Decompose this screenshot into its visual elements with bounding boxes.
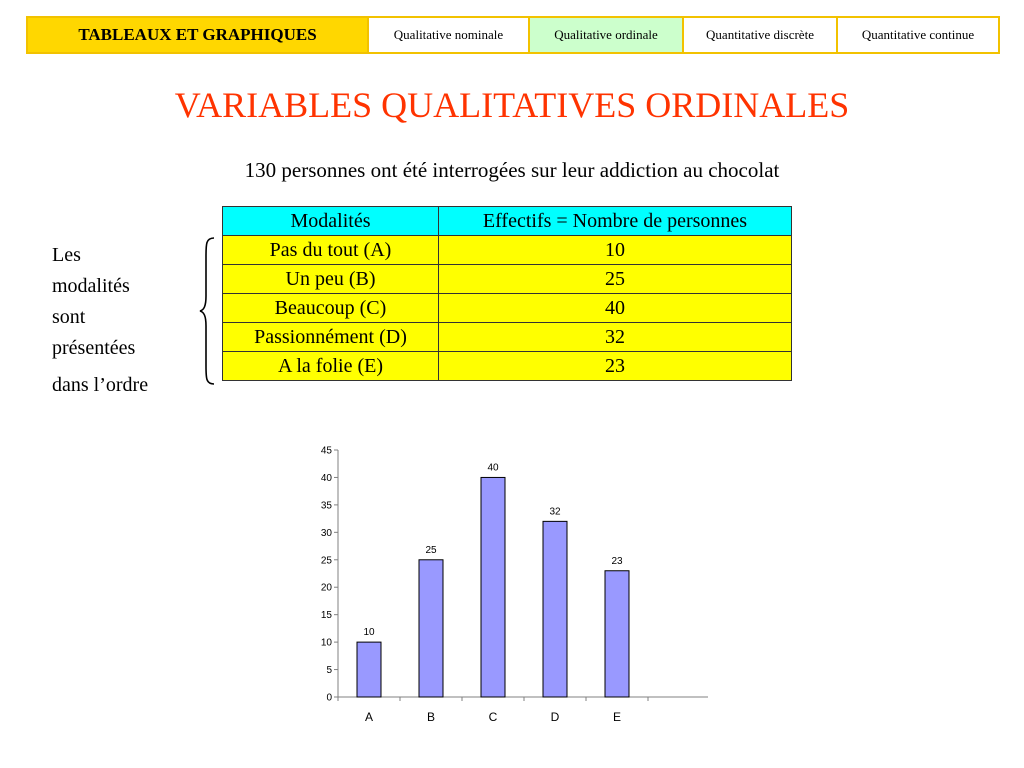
x-tick-label: E: [612, 710, 622, 724]
table-cell: 32: [439, 323, 792, 352]
y-tick-label: 15: [320, 610, 332, 622]
bar: [605, 571, 629, 697]
y-tick-label: 20: [320, 582, 332, 594]
bar: [543, 521, 567, 697]
side-note-line: présentées: [52, 337, 136, 359]
y-tick-label: 5: [326, 665, 332, 677]
table-cell: 40: [439, 294, 792, 323]
tab-quantitative-discrete[interactable]: Quantitative discrète: [684, 18, 838, 52]
table-cell: Beaucoup (C): [223, 294, 439, 323]
page-subtitle: 130 personnes ont été interrogées sur leur addiction au chocolat: [244, 158, 780, 182]
table-cell: Passionnément (D): [223, 323, 439, 352]
data-label: 40: [487, 462, 499, 474]
table-cell: Un peu (B): [223, 265, 439, 294]
data-label: 32: [549, 506, 561, 518]
y-tick-label: 0: [326, 692, 332, 704]
x-tick-label: D: [550, 710, 560, 724]
table-cell: 10: [439, 236, 792, 265]
x-tick-label: B: [426, 710, 436, 724]
table-header-cell: Effectifs = Nombre de personnes: [439, 207, 792, 236]
y-tick-label: 25: [320, 555, 332, 567]
table-cell: A la folie (E): [223, 352, 439, 381]
bar: [481, 477, 505, 697]
page-title: VARIABLES QUALITATIVES ORDINALES: [174, 85, 850, 125]
table-cell: 23: [439, 352, 792, 381]
side-note-line: Les: [52, 244, 81, 266]
tab-qualitative-nominale[interactable]: Qualitative nominale: [369, 18, 530, 52]
side-note-line: dans l’ordre: [52, 374, 149, 396]
data-label: 23: [611, 555, 623, 567]
bar: [419, 560, 443, 697]
table-cell: Pas du tout (A): [223, 236, 439, 265]
side-note-line: modalités: [52, 275, 130, 297]
nav-section-title[interactable]: TABLEAUX ET GRAPHIQUES: [28, 18, 369, 52]
y-tick-label: 40: [320, 472, 332, 484]
side-note-line: sont: [52, 306, 86, 328]
x-tick-label: C: [488, 710, 498, 724]
bar: [357, 642, 381, 697]
data-label: 10: [363, 627, 375, 639]
table-cell: 25: [439, 265, 792, 294]
tab-qualitative-ordinale[interactable]: Qualitative ordinale: [530, 18, 684, 52]
y-tick-label: 30: [320, 527, 332, 539]
y-tick-label: 45: [320, 445, 332, 457]
data-label: 25: [425, 544, 437, 556]
y-tick-label: 35: [320, 500, 332, 512]
y-tick-label: 10: [320, 637, 332, 649]
tab-quantitative-continue[interactable]: Quantitative continue: [861, 27, 975, 42]
table-header-cell: Modalités: [223, 207, 439, 236]
x-tick-label: A: [364, 710, 374, 724]
